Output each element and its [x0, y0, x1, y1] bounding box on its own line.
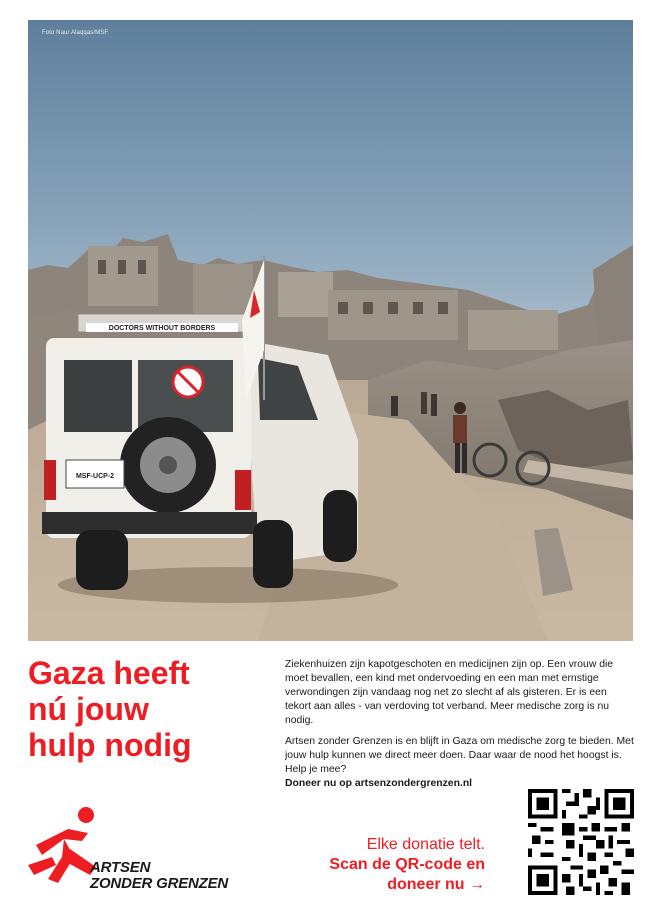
- headline: [28, 655, 268, 763]
- donate-link[interactable]: Doneer nu op artsenzondergrenzen.nl: [285, 778, 473, 789]
- donation-line1: Elke donatie telt.: [366, 836, 485, 853]
- donation-callout: [270, 835, 485, 895]
- body-paragraph-1: Ziekenhuizen zijn kapotgeschoten en medicijnen zijn op. Een vrouw die moet bevallen, een kind met ondervoeding en een man met ernstige verwondingen zijn vandaag nog net zo slecht af als gisteren. Er is een tekort aan alles - van verdoving tot verband. Meer medische zorg is nu nodig.: [285, 659, 614, 726]
- logo-wordmark: [90, 860, 228, 892]
- headline-line3: hulp nodig: [28, 727, 192, 763]
- headline-line1: Gaza heeft: [28, 655, 190, 691]
- donation-line3[interactable]: doneer nu →: [387, 876, 485, 893]
- photo-credit: Foto Naur Alaqqas/MSF: [42, 30, 109, 36]
- gaza-photo: [28, 20, 633, 641]
- logo-line2: ZONDER GRENZEN: [90, 875, 229, 892]
- donation-line2: Scan de QR-code en: [329, 856, 485, 873]
- body-copy: [285, 658, 635, 798]
- msf-logo: [28, 805, 248, 900]
- running-man-icon: [28, 805, 98, 895]
- body-paragraph-2: Artsen zonder Grenzen is en blijft in Gaza om medische zorg te bieden. Met jouw hulp kunnen we direct meer doen. Daar waar de nood het hoogst is. Help je mee?: [285, 736, 634, 775]
- vehicle-plate-text: MSF-UCP-2: [75, 473, 115, 480]
- vehicle-banner-text: DOCTORS WITHOUT BORDERS: [108, 325, 216, 332]
- logo-line1: ARTSEN: [90, 859, 151, 876]
- headline-line2: nú jouw: [28, 691, 149, 727]
- qr-code[interactable]: [528, 789, 634, 895]
